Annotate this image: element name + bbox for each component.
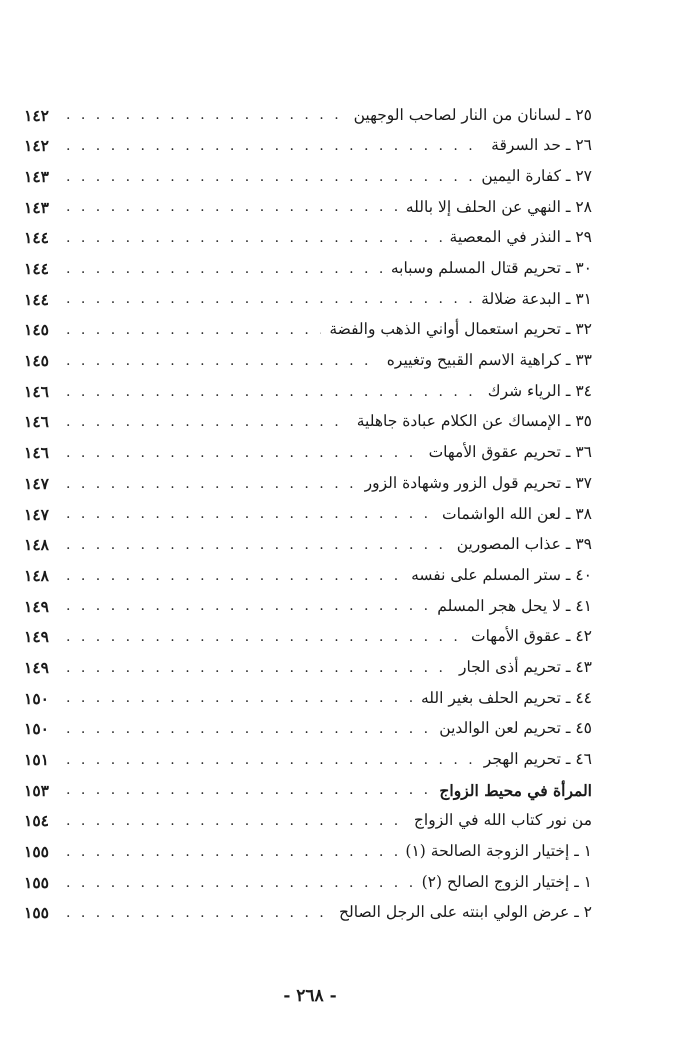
- toc-entry-page: ١٤٧: [24, 473, 49, 493]
- toc-entry-title: ٢٩ ـ النذر في المعصية: [449, 228, 592, 247]
- dot-leader: [66, 446, 421, 460]
- page-number: - ٢٦٨ -: [283, 986, 337, 1006]
- toc-entry-title: ٣٠ ـ تحريم قتال المسلم وسبابه: [390, 259, 592, 278]
- toc-entry-title: ٣١ ـ البدعة ضلالة: [481, 289, 592, 308]
- toc-entry: [24, 898, 592, 929]
- dot-leader: [66, 783, 431, 797]
- toc-entry-title: ٢ ـ عرض الولي ابنته على الرجل الصالح: [339, 903, 592, 922]
- toc-entry: [24, 161, 592, 192]
- toc-entry-page: ١٥١: [24, 750, 49, 770]
- toc-entry-title: ٣٥ ـ الإمساك عن الكلام عبادة جاهلية: [356, 412, 592, 431]
- toc-entry: [24, 560, 592, 591]
- dot-leader: [66, 200, 398, 214]
- toc-entry-title: ٤٣ ـ تحريم أذى الجار: [459, 657, 592, 676]
- toc-entry-page: ١٤٧: [24, 504, 49, 524]
- toc-entry-title: ٤٥ ـ تحريم لعن الوالدين: [439, 719, 592, 738]
- toc-entry-page: ١٥٠: [24, 688, 49, 708]
- toc-entry-page: ١٤٥: [24, 351, 49, 371]
- toc-entry-page: ١٤٩: [24, 627, 49, 647]
- toc-entry-page: ١٥٠: [24, 719, 49, 739]
- toc-entry-title: ٣٤ ـ الرياء شرك: [487, 381, 592, 400]
- dot-leader: [66, 292, 473, 306]
- dot-leader: [66, 753, 476, 767]
- dot-leader: [66, 569, 403, 583]
- dot-leader: [66, 906, 331, 920]
- toc-entry: [24, 683, 592, 714]
- dot-leader: [66, 507, 434, 521]
- toc-entry-page: ١٤٣: [24, 197, 49, 217]
- dot-leader: [66, 722, 431, 736]
- toc-section-heading: [24, 775, 592, 806]
- toc-entry-page: ١٤٤: [24, 289, 49, 309]
- toc-entry-title: ٣٦ ـ تحريم عقوق الأمهات: [428, 443, 592, 462]
- toc-entry-page: ١٤٦: [24, 443, 49, 463]
- dot-leader: [66, 599, 429, 613]
- dot-leader: [66, 139, 483, 153]
- toc-entry: [24, 407, 592, 438]
- toc-entry-page: ١٤٨: [24, 565, 49, 585]
- dot-leader: [66, 845, 397, 859]
- toc-entry-page: ١٥٥: [24, 872, 49, 892]
- toc-entry-page: ١٤٣: [24, 166, 49, 186]
- toc-entry: [24, 192, 592, 223]
- toc-entry-page: ١٥٣: [24, 780, 49, 800]
- toc-entry: [24, 100, 592, 131]
- toc-entry-title: ٢٥ ـ لسانان من النار لصاحب الوجهين: [353, 105, 592, 124]
- toc-entry-title: ٣٨ ـ لعن الله الواشمات: [442, 504, 592, 523]
- toc-entry-title: ٤٦ ـ تحريم الهجر: [483, 750, 592, 769]
- table-of-contents: [24, 100, 592, 929]
- toc-entry-title: ٤١ ـ لا يحل هجر المسلم: [437, 596, 592, 615]
- toc-entry: [24, 622, 592, 653]
- toc-entry-title: ٣٩ ـ عذاب المصورين: [456, 535, 592, 554]
- toc-entry-title: ٤٤ ـ تحريم الحلف بغير الله: [420, 688, 592, 707]
- toc-entry: [24, 376, 592, 407]
- toc-entry: [24, 468, 592, 499]
- dot-leader: [66, 691, 413, 705]
- toc-entry: [24, 284, 592, 315]
- toc-entry-title: من نور كتاب الله في الزواج: [413, 811, 592, 830]
- dot-leader: [66, 814, 406, 828]
- dot-leader: [66, 231, 442, 245]
- toc-entry-page: ١٤٦: [24, 412, 49, 432]
- toc-entry-page: ١٤٤: [24, 259, 49, 279]
- dot-leader: [66, 170, 473, 184]
- toc-entry-page: ١٤٤: [24, 228, 49, 248]
- toc-entry-page: ١٤٦: [24, 381, 49, 401]
- toc-entry: [24, 438, 592, 469]
- toc-entry: [24, 223, 592, 254]
- toc-entry-title: ٣٣ ـ كراهية الاسم القبيح وتغييره: [386, 351, 592, 370]
- toc-entry-title: ٣٧ ـ تحريم قول الزور وشهادة الزور: [364, 473, 592, 492]
- toc-entry-page: ١٥٤: [24, 811, 49, 831]
- toc-entry: [24, 131, 592, 162]
- dot-leader: [66, 876, 414, 890]
- dot-leader: [66, 415, 349, 429]
- toc-entry: [24, 253, 592, 284]
- toc-entry-page: ١٥٥: [24, 903, 49, 923]
- toc-entry-title: ١ ـ إختيار الزوج الصالح (٢): [421, 872, 592, 891]
- dot-leader: [66, 323, 321, 337]
- toc-entry-page: ١٤٩: [24, 596, 49, 616]
- dot-leader: [66, 262, 383, 276]
- toc-entry: [24, 867, 592, 898]
- toc-entry-page: ١٤٢: [24, 105, 49, 125]
- toc-entry-title: ٤٢ ـ عقوق الأمهات: [470, 627, 592, 646]
- toc-section-title: المرأة في محيط الزواج: [439, 780, 592, 800]
- toc-entry: [24, 806, 592, 837]
- toc-entry-page: ١٤٢: [24, 136, 49, 156]
- dot-leader: [66, 385, 480, 399]
- toc-entry: [24, 346, 592, 377]
- toc-entry-title: ٣٢ ـ تحريم استعمال أواني الذهب والفضة: [329, 320, 592, 339]
- toc-entry: [24, 714, 592, 745]
- toc-entry: [24, 652, 592, 683]
- toc-entry-page: ١٤٨: [24, 535, 49, 555]
- toc-entry: [24, 744, 592, 775]
- toc-entry-title: ٤٠ ـ ستر المسلم على نفسه: [411, 565, 592, 584]
- toc-entry: [24, 837, 592, 868]
- toc-entry: [24, 499, 592, 530]
- toc-entry: [24, 530, 592, 561]
- toc-entry-page: ١٤٩: [24, 657, 49, 677]
- toc-entry: [24, 315, 592, 346]
- toc-entry-title: ١ ـ إختيار الزوجة الصالحة (١): [405, 842, 592, 861]
- dot-leader: [66, 538, 449, 552]
- dot-leader: [66, 354, 379, 368]
- toc-entry-title: ٢٨ ـ النهي عن الحلف إلا بالله: [405, 197, 592, 216]
- toc-entry: [24, 591, 592, 622]
- toc-entry-page: ١٥٥: [24, 842, 49, 862]
- dot-leader: [66, 108, 346, 122]
- dot-leader: [66, 630, 463, 644]
- dot-leader: [66, 477, 357, 491]
- toc-entry-title: ٢٧ ـ كفارة اليمين: [481, 166, 592, 185]
- toc-entry-page: ١٤٥: [24, 320, 49, 340]
- dot-leader: [66, 661, 451, 675]
- toc-entry-title: ٢٦ ـ حد السرقة: [491, 136, 592, 155]
